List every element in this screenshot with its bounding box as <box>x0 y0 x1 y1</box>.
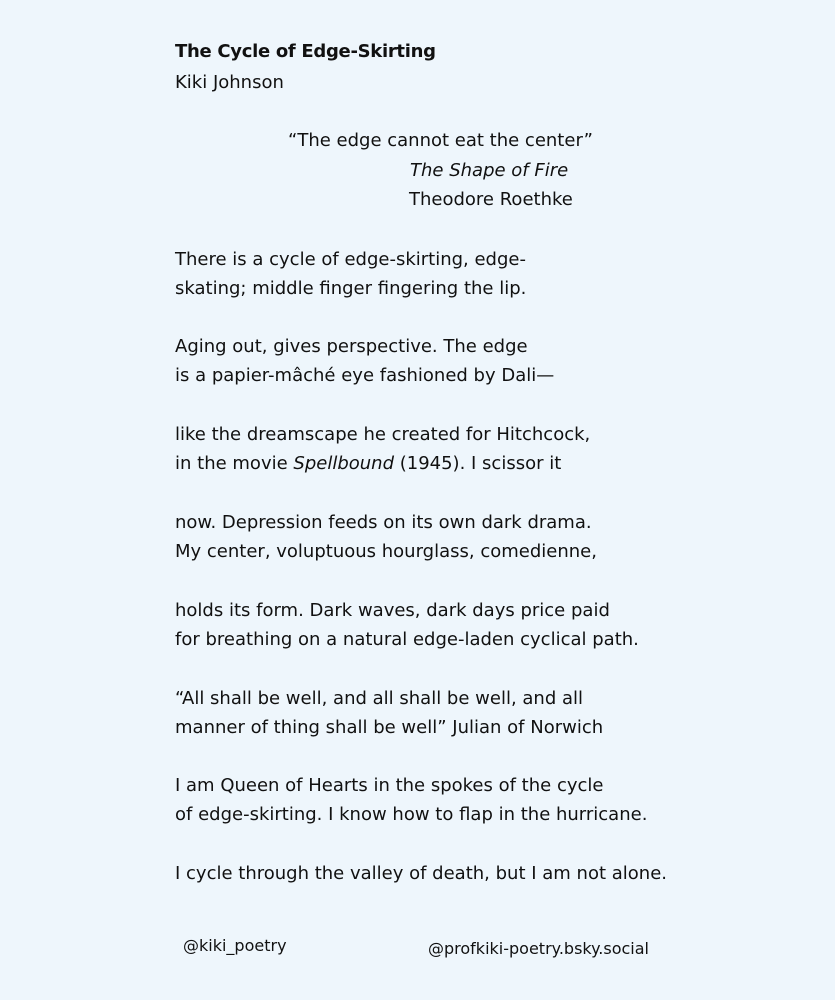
poem-line: now. Depression feeds on its own dark drama. <box>175 512 592 533</box>
poem-line: holds its form. Dark waves, dark days price paid <box>175 600 610 621</box>
stanza-2 <box>175 332 554 390</box>
poem-line-part: (1945). I scissor it <box>394 453 562 474</box>
epigraph-source: The Shape of Fire <box>410 160 569 181</box>
poem-line: like the dreamscape he created for Hitchcock, <box>175 424 591 445</box>
stanza-3 <box>175 420 590 478</box>
stanza-1 <box>175 245 526 303</box>
poem-line: for breathing on a natural edge-laden cyclical path. <box>175 629 639 650</box>
stanza-4 <box>175 508 597 566</box>
stanza-7 <box>175 771 647 829</box>
stanza-5 <box>175 596 639 654</box>
poem-line <box>175 449 590 478</box>
bluesky-handle: @profkiki-poetry.bsky.social <box>428 939 649 958</box>
instagram-handle: @kiki_poetry <box>183 936 287 955</box>
stanza-6 <box>175 684 603 742</box>
poem-line: There is a cycle of edge-skirting, edge- <box>175 249 526 270</box>
poem-line: I cycle through the valley of death, but I am not alone. <box>175 863 668 884</box>
poem-author: Kiki Johnson <box>175 72 284 93</box>
stanza-8 <box>175 859 667 888</box>
poem-line: of edge-skirting. I know how to flap in the hurricane. <box>175 804 648 825</box>
poem-line: skating; middle finger fingering the lip. <box>175 278 527 299</box>
poem-line: I am Queen of Hearts in the spokes of the cycle <box>175 775 604 796</box>
epigraph-author: Theodore Roethke <box>409 189 573 210</box>
poem-line: My center, voluptuous hourglass, comedienne, <box>175 541 597 562</box>
poem-title: The Cycle of Edge-Skirting <box>175 41 436 62</box>
film-title: Spellbound <box>293 453 394 474</box>
epigraph-quote: “The edge cannot eat the center” <box>288 130 593 151</box>
poem-line: manner of thing shall be well” Julian of Norwich <box>175 717 604 738</box>
poem-line-part: in the movie <box>175 453 294 474</box>
poem-line: Aging out, gives perspective. The edge <box>175 336 528 357</box>
poem-line: is a papier-mâché eye fashioned by Dali— <box>175 365 555 386</box>
poem-line: “All shall be well, and all shall be well, and all <box>175 688 584 709</box>
